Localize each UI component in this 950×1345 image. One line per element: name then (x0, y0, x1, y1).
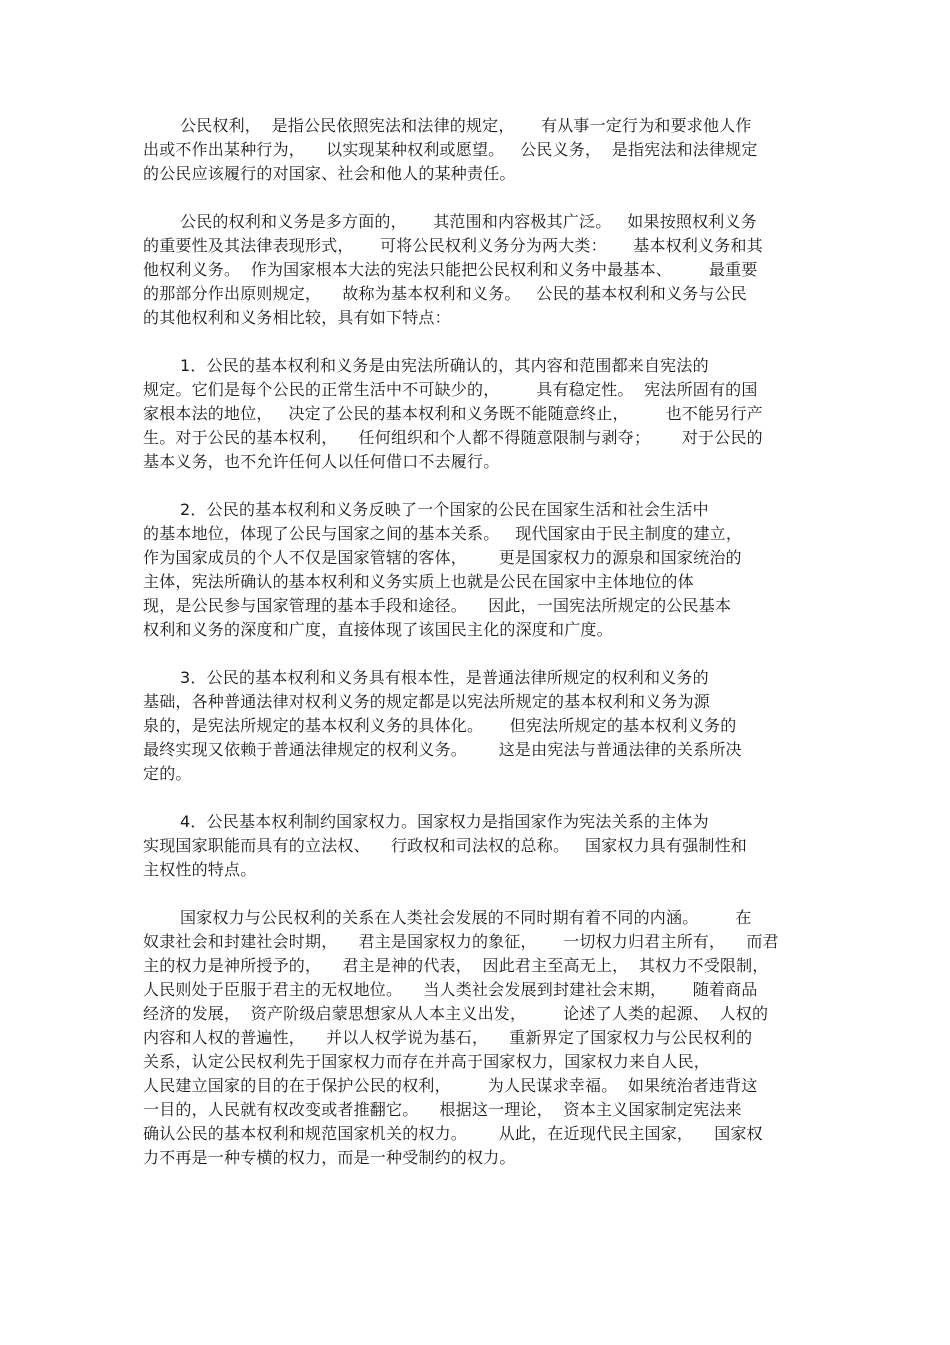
text-line: 的基本地位，体现了公民与国家之间的基本关系。 现代国家由于民主制度的建立， (143, 524, 743, 543)
text-line: 公民的权利和义务是多方面的， 其范围和内容极其广泛。 如果按照权利义务 (180, 212, 757, 231)
paragraph (143, 810, 808, 882)
paragraph (143, 210, 808, 330)
text-line: 人民则处于臣服于君主的无权地位。 当人类社会发展到封建社会末期， 随着商品 (143, 980, 758, 999)
text-line: 实现国家职能而具有的立法权、 行政权和司法权的总称。 国家权力具有强制性和 (143, 836, 748, 855)
text-line: 出或不作出某种行为， 以实现某种权利或愿望。 公民义务， 是指宪法和法律规定 (143, 140, 758, 159)
text-line: 他权利义务。 作为国家根本大法的宪法只能把公民权利和义务中最基本、 最重要 (143, 260, 758, 279)
paragraph (143, 498, 808, 642)
text-line: 规定。它们是每个公民的正常生活中不可缺少的， 具有稳定性。 宪法所固有的国 (143, 380, 758, 399)
text-line: 泉的，是宪法所规定的基本权利义务的具体化。 但宪法所规定的基本权利义务的 (143, 716, 737, 735)
text-line: 基础，各种普通法律对权利义务的规定都是以宪法所规定的基本权利和义务为源 (143, 692, 711, 711)
text-line: 作为国家成员的个人不仅是国家管辖的客体， 更是国家权力的源泉和国家统治的 (143, 548, 742, 567)
text-line: 关系，认定公民权利先于国家权力而存在并高于国家权力，国家权力来自人民， (143, 1052, 711, 1071)
text-line: 奴隶社会和封建社会时期， 君主是国家权力的象征， 一切权力归君主所有， 而君 (143, 932, 779, 951)
text-line: 现，是公民参与国家管理的基本手段和途径。 因此，一国宪法所规定的公民基本 (143, 596, 732, 615)
text-line: 主体，宪法所确认的基本权利和义务实质上也就是公民在国家中主体地位的体 (143, 572, 694, 591)
text-line: 的其他权利和义务相比较，具有如下特点： (143, 308, 451, 327)
text-line: 基本义务，也不允许任何人以任何借口不去履行。 (143, 452, 500, 471)
text-line: 生。对于公民的基本权利， 任何组织和个人都不得随意限制与剥夺； 对于公民的 (143, 428, 763, 447)
text-line: 力不再是一种专横的权力，而是一种受制约的权力。 (143, 1148, 516, 1167)
text-line: 主的权力是神所授予的， 君主是神的代表， 因此君主至高无上， 其权力不受限制， (143, 956, 769, 975)
text-line: 主权性的特点。 (143, 860, 257, 879)
text-line: 最终实现又依赖于普通法律规定的权利义务。 这是由宪法与普通法律的关系所决 (143, 740, 742, 759)
text-line: 的重要性及其法律表现形式， 可将公民权利义务分为两大类： 基本权利义务和其 (143, 236, 763, 255)
paragraph (143, 906, 808, 1170)
text-line: 人民建立国家的目的在于保护公民的权利， 为人民谋求幸福。 如果统治者违背这 (143, 1076, 758, 1095)
text-line: 定的。 (143, 764, 192, 783)
text-line: 内容和人权的普遍性， 并以人权学说为基石， 重新界定了国家权力与公民权利的 (143, 1028, 753, 1047)
text-line: 经济的发展， 资产阶级启蒙思想家从人本主义出发， 论述了人类的起源、 人权的 (143, 1004, 769, 1023)
text-line: 公民权利， 是指公民依照宪法和法律的规定， 有从事一定行为和要求他人作 (180, 116, 752, 135)
text-line: 权利和义务的深度和广度，直接体现了该国民主化的深度和广度。 (143, 620, 613, 639)
text-line: 国家权力与公民权利的关系在人类社会发展的不同时期有着不同的内涵。 在 (180, 908, 752, 927)
paragraph (143, 666, 808, 786)
text-line: 家根本法的地位， 决定了公民的基本权利和义务既不能随意终止， 也不能另行产 (143, 404, 763, 423)
text-line: 1．公民的基本权利和义务是由宪法所确认的，其内容和范围都来自宪法的 (180, 356, 709, 375)
text-line: 一目的，人民就有权改变或者推翻它。 根据这一理论， 资本主义国家制定宪法来 (143, 1100, 742, 1119)
text-line: 3．公民的基本权利和义务具有根本性，是普通法律所规定的权利和义务的 (180, 668, 709, 687)
paragraph (143, 114, 808, 186)
document-body (143, 114, 808, 1194)
paragraph (143, 354, 808, 474)
text-line: 的公民应该履行的对国家、社会和他人的某种责任。 (143, 164, 516, 183)
text-line: 4．公民基本权利制约国家权力。国家权力是指国家作为宪法关系的主体为 (180, 812, 709, 831)
text-line: 的那部分作出原则规定， 故称为基本权利和义务。 公民的基本权利和义务与公民 (143, 284, 748, 303)
text-line: 2．公民的基本权利和义务反映了一个国家的公民在国家生活和社会生活中 (180, 500, 709, 519)
text-line: 确认公民的基本权利和规范国家机关的权力。 从此，在近现代民主国家， 国家权 (143, 1124, 763, 1143)
